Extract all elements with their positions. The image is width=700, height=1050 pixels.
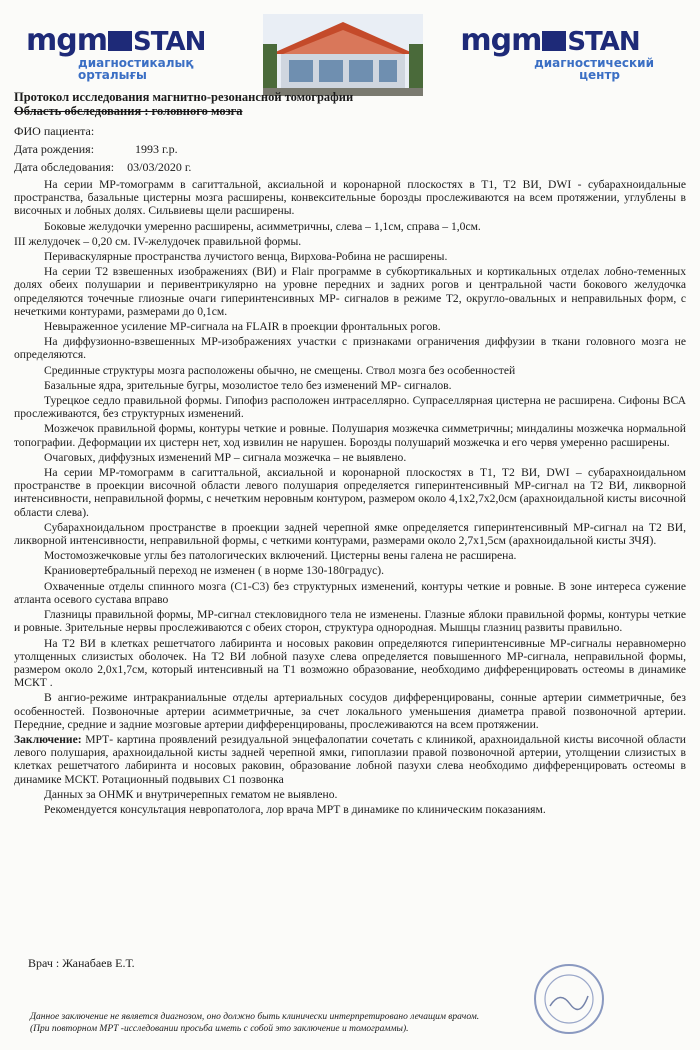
finding-paragraph: На серии МР-томограмм в сагиттальной, аксиальной и коронарной плоскостях в T1, T2 ВИ, DWI – субарахноидальном пространстве в проекции височной области левого полушария определяется гиперинтенсивный МР-сигнал на T2 ВИ, ликворной интенсивности, неправильной формы, с нечетким неровным контуром, размером около 4,1х2,7х2,0см (арахноидальной кисты височной области слева). bbox=[14, 466, 686, 519]
finding-paragraph: Периваскулярные пространства лучистого венца, Вирхова-Робина не расширены. bbox=[44, 250, 448, 264]
finding-paragraph: Субарахноидальном пространстве в проекции задней черепной ямке определяется гиперинтенсивный МР-сигнал на T2 ВИ, ликворной интенсивности, неправильной формы, с четкими контурами, размерами около 2,7х1,5см (арахноидальной кисты ЗЧЯ). bbox=[14, 520, 686, 548]
report-body bbox=[14, 178, 686, 818]
birth-date-value: 1993 г.р. bbox=[135, 142, 178, 156]
finding-paragraph: На T2 ВИ в клетках решетчатого лабиринта и носовых раковин определяются гиперинтенсивные МР-сигналы неравномерно утолщенных слизистых оболочек. На T2 ВИ лобной пазухе слева определяется повышенного МР-сигнала, неправильной формы, размером около 2,0х1,7см, который интенсивный на T1 возможно образование, необходимо дифференцировать остеомы в динамике МСКТ . bbox=[14, 636, 686, 690]
conclusion-label: Заключение: bbox=[14, 732, 82, 746]
conclusion-line: Данных за ОНМК и внутричерепных гематом не выявлено. bbox=[44, 787, 338, 801]
finding-paragraph: Краниовертебральный переход не изменен ( в норме 130-180градус). bbox=[44, 564, 385, 578]
exam-region: Область обследования : головного мозга bbox=[14, 104, 243, 118]
finding-paragraph: Невыраженное усиление МР-сигнала на FLAIR в проекции фронтальных рогов. bbox=[44, 320, 441, 334]
birth-date-row bbox=[14, 143, 178, 156]
finding-paragraph: На серии T2 взвешенных изображениях (ВИ) и Flair программе в субкортикальных и кортикальных отделах лобно-теменных долях обеих полушарии и перивентрикулярно на уровне передних и задних рогов и центральной части бокового желудочка определяются точечные глиозные очаги гиперинтенсивных МР- сигналов в режиме T2, округло-овальных и неправильных форм, с нечеткими контурами, размерами до 0,1см. bbox=[14, 265, 686, 318]
disclaimer bbox=[30, 1012, 550, 1035]
finding-paragraph: Охваченные отделы спинного мозга (С1-С3) без структурных изменений, контуры четкие и ровные. В зоне интереса сужение атланта осевого сустава вправо bbox=[14, 579, 686, 606]
finding-paragraph: Мостомозжечковые углы без патологических включений. Цистерны вены галена не расширена. bbox=[44, 549, 517, 563]
report-title: Протокол исследования магнитно-резонансной томографии bbox=[14, 90, 354, 104]
left-logo bbox=[26, 23, 236, 82]
left-logo-wordmark: mgm STAN bbox=[26, 23, 206, 58]
patient-name-label: ФИО пациента: bbox=[14, 124, 95, 138]
finding-paragraph: Турецкое седло правильной формы. Гипофиз расположен интраселлярно. Супраселлярная цистерна не расширена. Сифоны ВСА прослеживаются, без структурных изменений. bbox=[14, 394, 686, 421]
clinic-building-image bbox=[263, 14, 423, 96]
finding-paragraph: Очаговых, диффузных изменений МР – сигнала мозжечка – не выявлено. bbox=[44, 450, 407, 464]
finding-paragraph: Глазницы правильной формы, МР-сигнал стекловидного тела не изменены. Глазные яблоки правильной формы, контуры четкие и ровные. Зрительные нервы прослеживаются с обеих сторон, структура однородная. Мышцы глазниц развиты правильно. bbox=[14, 608, 686, 635]
finding-paragraph: III желудочек – 0,20 см. IV-желудочек правильной формы. bbox=[14, 234, 302, 248]
finding-paragraph: В ангио-режиме интракраниальные отделы артериальных сосудов дифференцированы, сонные артерии симметричные, без особенностей. Позвоночные артерии асимметричные, за счет локального уменьшения диаметра правой позвоночной артерии. Передние, средние и задние мозговые артерии дифференцированы, прослеживаются на всем протяжении. bbox=[14, 691, 686, 731]
right-logo bbox=[440, 23, 660, 82]
disclaimer-line1: Данное заключение не является диагнозом, оно должно быть клинически интерпретировано лечащим врачом. bbox=[30, 1012, 480, 1022]
patient-name-row bbox=[14, 125, 94, 138]
right-logo-line2: центр bbox=[579, 68, 620, 82]
conclusion-text: МРТ- картина проявлений резидуальной энцефалопатии сочетать с клиникой, арахноидальной кисты височной области левого полушария, арахноидальной кисты задней черепной ямки, гипоплазии правой позвоночной артерии, утолщении слизистых в клетках решетчатого лабиринта и носовых раковин, образование лобной пазухи слева необходимо дифференцировать остеомы в динамике МСКТ. Ротационный подвывих С1 позвонка bbox=[14, 732, 686, 786]
finding-paragraph: На диффузионно-взвешенных МР-изображениях участки с признаками ограничения диффузии в ткани головного мозга не определяются. bbox=[14, 335, 686, 362]
left-logo-line1: диагностикалық bbox=[78, 56, 194, 70]
right-logo-line1: диагностический bbox=[534, 56, 654, 70]
logo-block-icon bbox=[542, 31, 566, 51]
doctor-signature: Врач : Жанабаев Е.Т. bbox=[28, 956, 135, 970]
finding-paragraph: Мозжечок правильной формы, контуры четкие и ровные. Полушария мозжечка симметричны; миндалины мозжечка нормальной топографии. Деформации их цистерн нет, ход извилин не нарушен. Борозды полушарий мозжечка и его червя умеренно расширены. bbox=[14, 422, 686, 449]
birth-date-label: Дата рождения: bbox=[14, 142, 95, 156]
finding-paragraph: Базальные ядра, зрительные бугры, мозолистое тело без изменений МР- сигналов. bbox=[44, 378, 452, 392]
conclusion-paragraph bbox=[14, 733, 686, 786]
finding-paragraph: Срединные структуры мозга расположены обычно, не смещены. Ствол мозга без особенностей bbox=[44, 363, 516, 377]
exam-date-value: 03/03/2020 г. bbox=[127, 160, 192, 174]
finding-paragraph: На серии МР-томограмм в сагиттальной, аксиальной и коронарной плоскостях в T1, T2 ВИ, DWI - субарахноидальные пространства, базальные цистерны мозга расширены, конвексительные борозды прослеживаются на всем протяжении, углублены в височных и лобных долях. Сильвиевы щели расширены. bbox=[14, 178, 686, 218]
left-logo-line2: орталығы bbox=[78, 68, 147, 82]
logo-block-icon bbox=[108, 31, 132, 51]
exam-date-row bbox=[14, 161, 191, 174]
right-logo-wordmark: mgm STAN bbox=[460, 23, 640, 58]
finding-paragraph: Боковые желудочки умеренно расширены, асимметричны, слева – 1,1см, справа – 1,0см. bbox=[44, 219, 481, 233]
disclaimer-line2: (При повторном МРТ -исследовании просьба иметь с собой это заключение и томограммы). bbox=[30, 1023, 409, 1034]
exam-date-label: Дата обследования: bbox=[14, 160, 115, 174]
recommendation-line: Рекомендуется консультация невропатолога, лор врача МРТ в динамике по клиническим показаниям. bbox=[44, 802, 546, 816]
